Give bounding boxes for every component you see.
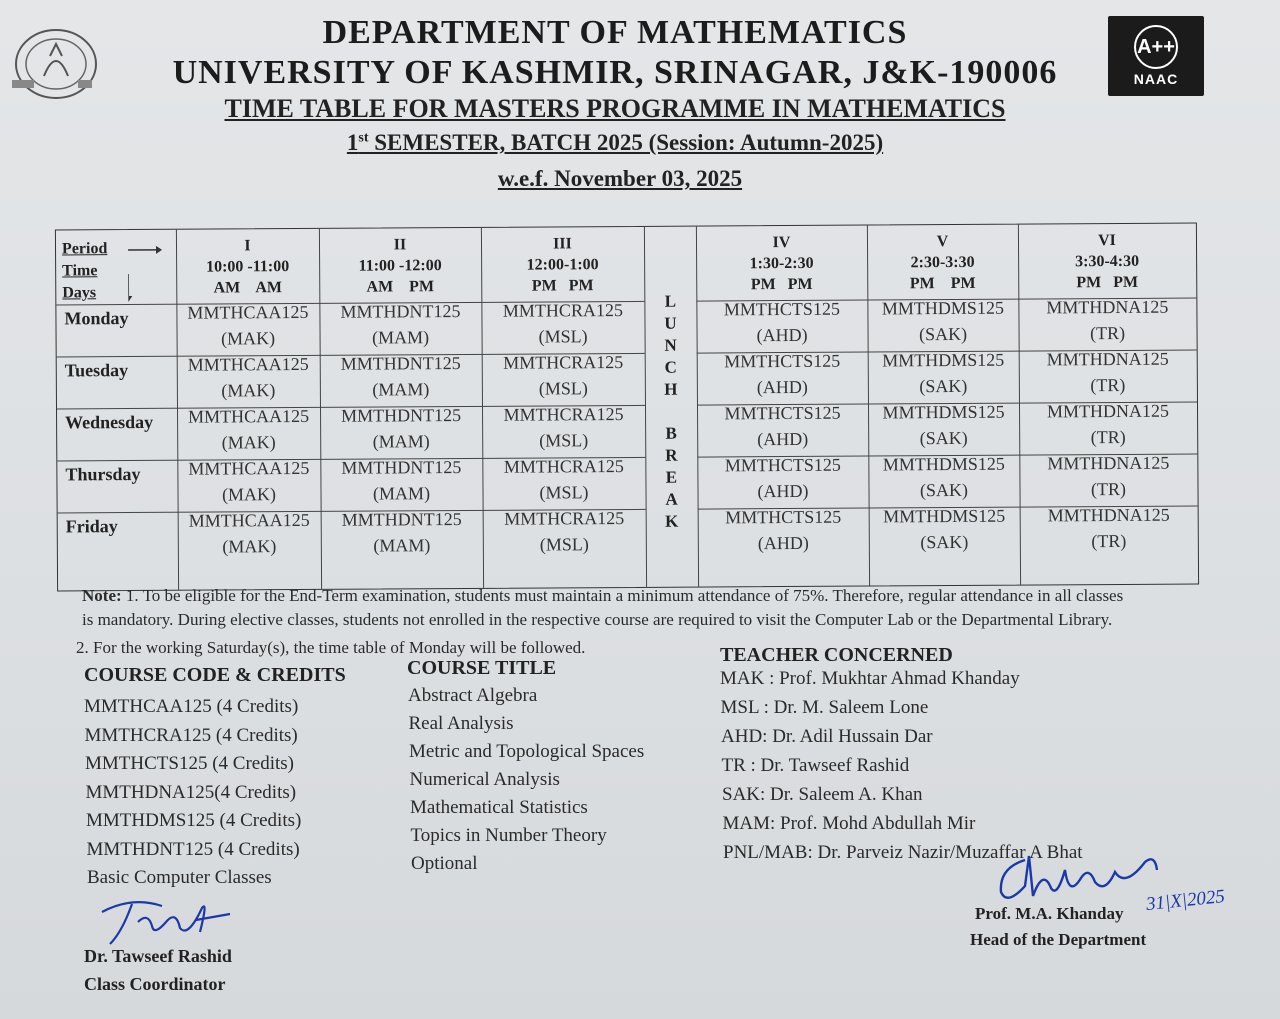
list-item: SAK: Dr. Saleem A. Khan bbox=[722, 784, 923, 805]
university-title: UNIVERSITY OF KASHMIR, SRINAGAR, J&K-190006 bbox=[172, 54, 1058, 91]
course-code: MMTHCRA125 bbox=[504, 508, 625, 529]
list-item: MMTHCTS125 (4 Credits) bbox=[85, 753, 294, 774]
teacher-code: (AHD) bbox=[756, 324, 808, 346]
period-ampm: PM PM bbox=[531, 277, 594, 295]
teacher-code: (SAK) bbox=[919, 479, 969, 501]
list-item: MMTHDNT125 (4 Credits) bbox=[86, 838, 300, 860]
period-time: 12:00-1:00 bbox=[526, 256, 599, 274]
lunch-letter: A bbox=[665, 489, 678, 509]
list-item: TR : Dr. Tawseef Rashid bbox=[721, 755, 910, 776]
course-code: MMTHCRA125 bbox=[502, 300, 623, 321]
timetable-cell bbox=[1019, 346, 1197, 399]
teacher-code: (TR) bbox=[1090, 426, 1126, 448]
period-num: IV bbox=[772, 233, 791, 252]
period-header-6 bbox=[1018, 230, 1196, 294]
period-ampm: PM PM bbox=[909, 274, 976, 293]
timetable-cell bbox=[1020, 502, 1198, 555]
timetable-cell bbox=[177, 403, 320, 456]
course-code: MMTHCTS125 bbox=[724, 350, 841, 372]
teacher-code: (TR) bbox=[1090, 478, 1127, 500]
list-item: Topics in Number Theory bbox=[410, 825, 607, 846]
course-code: MMTHCRA125 bbox=[503, 352, 624, 373]
course-code: MMTHDNT125 bbox=[340, 405, 462, 426]
timetable-cell bbox=[698, 504, 869, 557]
teacher-code: (MAM) bbox=[372, 483, 431, 504]
course-code: MMTHCAA125 bbox=[187, 405, 310, 427]
period-num: VI bbox=[1098, 232, 1116, 250]
timetable-cell bbox=[482, 453, 645, 506]
course-code: MMTHCTS125 bbox=[724, 402, 841, 424]
period-header-4 bbox=[696, 232, 867, 296]
list-item: Mathematical Statistics bbox=[410, 797, 588, 818]
timetable-cell bbox=[320, 454, 482, 507]
timetable-cell bbox=[481, 297, 644, 350]
course-code: MMTHCAA125 bbox=[187, 353, 309, 375]
list-item: Numerical Analysis bbox=[409, 769, 560, 790]
coordinator-role: Class Coordinator bbox=[84, 974, 226, 994]
note-label: Note: bbox=[82, 586, 122, 605]
timetable-cell bbox=[868, 451, 1019, 504]
teacher-code: (TR) bbox=[1091, 530, 1127, 552]
list-item: Abstract Algebra bbox=[408, 685, 538, 706]
course-code: MMTHDNA125 bbox=[1046, 296, 1169, 318]
timetable-cell bbox=[1019, 450, 1197, 503]
timetable-cell bbox=[483, 505, 646, 558]
teacher-code: (MAK) bbox=[221, 328, 276, 349]
period-header-3 bbox=[481, 233, 644, 297]
note-1-text: 1. To be eligible for the End-Term examination, students must maintain a minimum attendance of 75%. Therefore, regular attendance in all classes bbox=[121, 586, 1124, 605]
course-code: MMTHDNA125 bbox=[1047, 452, 1170, 474]
course-code: MMTHCAA125 bbox=[188, 509, 310, 531]
timetable-cell bbox=[696, 296, 867, 349]
course-code: MMTHCRA125 bbox=[503, 404, 624, 425]
lunch-letter: L bbox=[664, 291, 677, 311]
lunch-letter: R bbox=[665, 445, 678, 465]
period-header-2 bbox=[319, 234, 481, 298]
day-label-friday: Friday bbox=[65, 516, 118, 537]
teacher-code: (AHD) bbox=[757, 532, 809, 554]
period-time: 2:30-3:30 bbox=[910, 253, 975, 272]
timetable-cell bbox=[868, 399, 1019, 452]
corner-period: Period bbox=[61, 240, 108, 258]
timetable-cell bbox=[1018, 294, 1196, 347]
period-ampm: AM AM bbox=[213, 279, 283, 297]
list-item: Basic Computer Classes bbox=[87, 867, 272, 888]
course-code: MMTHDNA125 bbox=[1046, 400, 1170, 422]
course-code: MMTHCTS125 bbox=[725, 506, 842, 528]
list-item: Optional bbox=[411, 853, 478, 874]
timetable-cell bbox=[319, 298, 481, 351]
teacher-code: (MAK) bbox=[221, 380, 276, 401]
course-code: MMTHDNT125 bbox=[340, 301, 461, 322]
day-label-monday: Monday bbox=[64, 308, 129, 329]
teacher-code: (TR) bbox=[1090, 374, 1126, 396]
period-ampm: AM PM bbox=[366, 278, 435, 296]
semester-number: 1 bbox=[346, 130, 359, 155]
coordinator-name: Dr. Tawseef Rashid bbox=[84, 946, 232, 966]
timetable-cell bbox=[177, 455, 320, 508]
teacher-code: (MSL) bbox=[539, 430, 589, 451]
note-2: 2. For the working Saturday(s), the time table of Monday will be followed. bbox=[76, 638, 586, 657]
timetable-cell bbox=[868, 347, 1019, 400]
hod-name: Prof. M.A. Khanday bbox=[975, 904, 1124, 923]
timetable-cell bbox=[482, 401, 645, 454]
teacher-code: (MAM) bbox=[372, 379, 430, 400]
timetable-cell bbox=[320, 402, 482, 455]
semester-details: SEMESTER, BATCH 2025 (Session: Autumn-2025) bbox=[368, 130, 884, 155]
timetable-grid bbox=[55, 223, 1199, 592]
naac-grade: A++ bbox=[1134, 25, 1178, 69]
teacher-code: (MSL) bbox=[539, 534, 589, 555]
period-time: 3:30-4:30 bbox=[1075, 252, 1140, 271]
period-num: I bbox=[244, 237, 251, 255]
teacher-heading: TEACHER CONCERNED bbox=[720, 644, 953, 666]
period-ampm: PM PM bbox=[1076, 273, 1139, 292]
teacher-code: (MSL) bbox=[538, 326, 588, 347]
timetable-cell bbox=[320, 350, 482, 403]
teacher-code: (MSL) bbox=[538, 378, 588, 399]
timetable-cell bbox=[177, 351, 320, 404]
period-num: V bbox=[936, 233, 949, 251]
timetable-cell bbox=[697, 348, 868, 401]
day-label-tuesday: Tuesday bbox=[64, 360, 129, 381]
effective-date: w.e.f. November 03, 2025 bbox=[497, 166, 743, 191]
lunch-letter: N bbox=[664, 335, 677, 355]
timetable-cell bbox=[867, 295, 1018, 348]
period-time: 11:00 -12:00 bbox=[358, 257, 442, 275]
course-code: MMTHDNT125 bbox=[341, 457, 462, 478]
lunch-letter: B bbox=[665, 423, 677, 443]
course-code: MMTHCAA125 bbox=[187, 301, 309, 323]
teacher-code: (AHD) bbox=[757, 480, 809, 502]
timetable-cell bbox=[178, 507, 321, 560]
course-code: MMTHDNT125 bbox=[341, 509, 462, 530]
semester-title bbox=[0, 130, 1255, 156]
period-time: 1:30-2:30 bbox=[749, 254, 814, 273]
naac-label: NAAC bbox=[1133, 71, 1179, 87]
course-code: MMTHDMS125 bbox=[881, 297, 1004, 319]
course-code: MMTHDMS125 bbox=[882, 401, 1005, 423]
teacher-code: (MAK) bbox=[221, 432, 276, 453]
day-label-wednesday: Wednesday bbox=[65, 411, 154, 433]
list-item: MMTHDNA125(4 Credits) bbox=[85, 781, 297, 803]
lunch-letter: H bbox=[664, 379, 678, 399]
course-code: MMTHCRA125 bbox=[503, 456, 624, 477]
list-item: MSL : Dr. M. Saleem Lone bbox=[720, 697, 929, 718]
teacher-code: (SAK) bbox=[919, 375, 968, 397]
list-item: AHD: Dr. Adil Hussain Dar bbox=[721, 726, 933, 747]
teacher-code: (TR) bbox=[1089, 322, 1126, 344]
course-code: MMTHDMS125 bbox=[882, 349, 1005, 371]
timetable-cell bbox=[697, 400, 868, 453]
list-item: MMTHDMS125 (4 Credits) bbox=[86, 810, 302, 831]
note-1-line-2: is mandatory. During elective classes, students not enrolled in the respective course are required to visit the Computer Lab or the Departmental Library. bbox=[82, 610, 1113, 629]
list-item: Real Analysis bbox=[408, 713, 514, 734]
list-item: MMTHCRA125 (4 Credits) bbox=[84, 724, 298, 746]
teacher-code: (MSL) bbox=[539, 482, 589, 503]
timetable-cell bbox=[1019, 398, 1197, 451]
semester-suffix: st bbox=[358, 130, 369, 146]
timetable-cell bbox=[869, 503, 1020, 556]
coordinator-signature bbox=[92, 892, 242, 954]
course-code: MMTHDNT125 bbox=[340, 353, 461, 374]
period-header-1 bbox=[176, 235, 319, 299]
timetable-cell bbox=[697, 452, 868, 505]
day-label-thursday: Thursday bbox=[65, 463, 141, 485]
teacher-code: (SAK) bbox=[919, 427, 968, 449]
teacher-code: (MAM) bbox=[372, 431, 430, 452]
course-code: MMTHCAA125 bbox=[188, 457, 310, 479]
timetable-cell bbox=[482, 349, 645, 402]
teacher-code: (SAK) bbox=[918, 323, 968, 345]
note-1-line-1 bbox=[82, 586, 1123, 606]
teacher-code: (MAK) bbox=[222, 536, 277, 557]
hod-role: Head of the Department bbox=[970, 930, 1147, 949]
corner-time: Time bbox=[62, 262, 98, 280]
list-item: PNL/MAB: Dr. Parveiz Nazir/Muzaffar A Bhat bbox=[723, 842, 1083, 863]
timetable-title: TIME TABLE FOR MASTERS PROGRAMME IN MATHEMATICS bbox=[224, 94, 1006, 123]
period-header-5 bbox=[867, 231, 1018, 295]
teacher-code: (SAK) bbox=[920, 531, 969, 553]
arrows-icon bbox=[128, 244, 162, 306]
period-ampm: PM PM bbox=[750, 275, 813, 294]
hod-signature bbox=[985, 848, 1165, 910]
course-code: MMTHDMS125 bbox=[882, 453, 1005, 475]
list-item: MMTHCAA125 (4 Credits) bbox=[84, 696, 299, 717]
list-item: MAM: Prof. Mohd Abdullah Mir bbox=[722, 813, 976, 834]
department-title: DEPARTMENT OF MATHEMATICS bbox=[322, 14, 908, 51]
teacher-code: (AHD) bbox=[757, 428, 809, 450]
teacher-code: (MAK) bbox=[221, 484, 277, 505]
course-code-heading: COURSE CODE & CREDITS bbox=[84, 664, 346, 686]
teacher-code: (AHD) bbox=[756, 376, 808, 398]
lunch-letter: K bbox=[665, 511, 679, 531]
timetable-cell bbox=[176, 299, 319, 352]
list-item: Metric and Topological Spaces bbox=[409, 741, 645, 762]
course-code: MMTHDNA125 bbox=[1046, 348, 1169, 370]
lunch-letter bbox=[661, 401, 681, 423]
course-code: MMTHCTS125 bbox=[724, 454, 841, 476]
lunch-letter: E bbox=[665, 467, 678, 487]
course-code: MMTHDMS125 bbox=[883, 505, 1006, 527]
period-num: II bbox=[393, 236, 407, 254]
hod-date: 31|X|2025 bbox=[1145, 885, 1226, 916]
course-code: MMTHCTS125 bbox=[723, 298, 840, 320]
timetable-cell bbox=[321, 506, 483, 559]
teacher-code: (MAM) bbox=[372, 327, 430, 348]
period-num: III bbox=[553, 235, 572, 253]
lunch-letter: U bbox=[664, 313, 677, 333]
lunch-letter: C bbox=[664, 357, 677, 377]
course-title-heading: COURSE TITLE bbox=[407, 657, 557, 679]
course-code: MMTHDNA125 bbox=[1047, 504, 1170, 526]
corner-header bbox=[62, 238, 108, 304]
period-time: 10:00 -11:00 bbox=[206, 258, 290, 276]
corner-days: Days bbox=[62, 284, 97, 302]
list-item: MAK : Prof. Mukhtar Ahmad Khanday bbox=[720, 668, 1020, 689]
lunch-break bbox=[660, 291, 681, 533]
teacher-code: (MAM) bbox=[373, 535, 431, 556]
